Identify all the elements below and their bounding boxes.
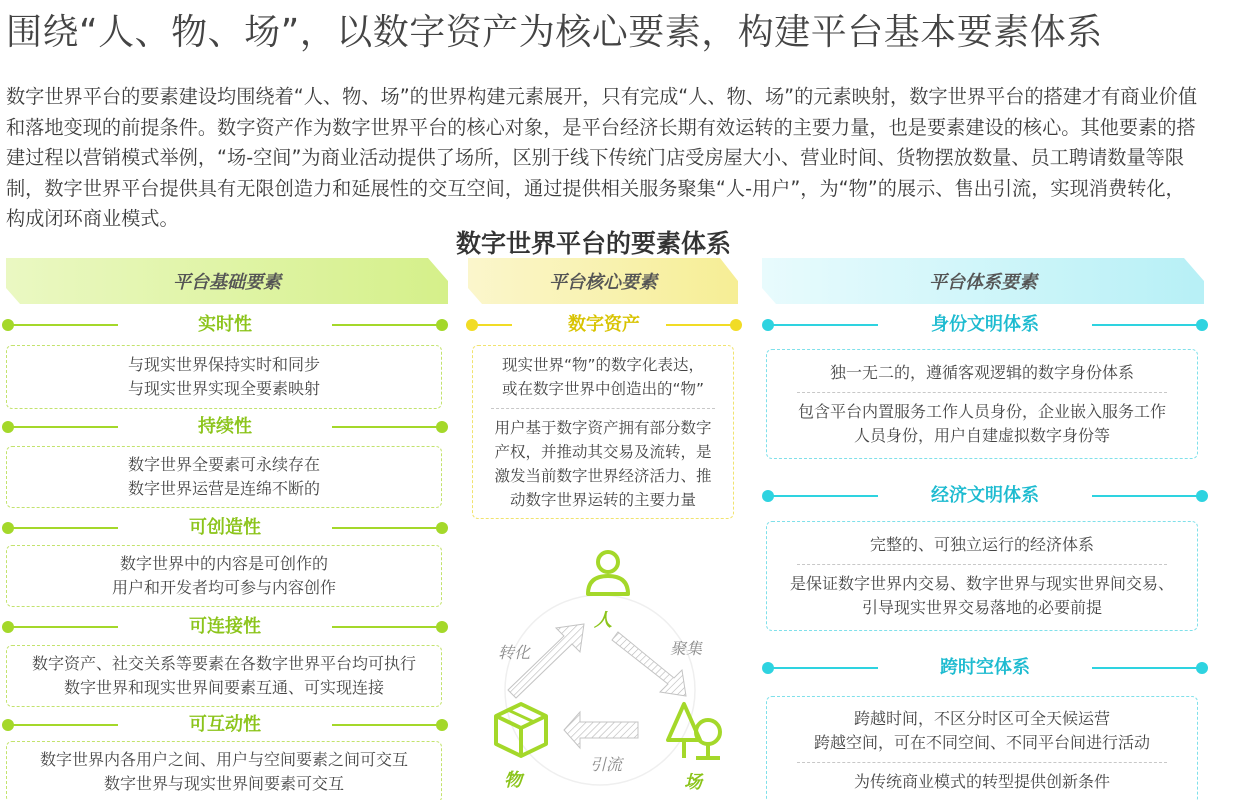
section-label: 身份文明体系 [931,314,1039,335]
box-line: 数字世界全要素可永续存在 [127,455,320,474]
section-label: 实时性 [198,314,252,335]
right-column-header [762,258,1204,304]
left-section-creativity-heading [2,516,448,540]
left-column-header [6,258,448,304]
box-divider [797,392,1167,393]
left-section-persistence-heading [2,415,448,439]
section-label: 持续性 [198,416,252,437]
middle-section-digital-assets-box [472,345,734,519]
section-label: 可连接性 [189,616,261,637]
box-line: 引导现实世界交易落地的必要前提 [861,597,1102,617]
box-line: 现实世界“物”的数字化表达， [501,355,705,374]
box-divider [491,408,715,409]
box-line: 数字资产、社交关系等要素在各数字世界平台均可执行 [31,654,416,673]
box-line: 动数字世界运转的主要力量 [509,490,696,509]
section-label: 数字资产 [568,314,640,335]
box-line: 数字世界中的内容是可创作的 [119,554,328,573]
right-section-economy-box [766,521,1198,631]
box-line: 跨越时间，不区分时区可全天候运营 [853,708,1110,728]
right-column-header-label: 平台体系要素 [929,272,1037,293]
middle-column-header [468,258,738,304]
left-section-connectivity-box [6,645,442,707]
right-section-economy-heading [762,484,1208,508]
middle-column-header-label: 平台核心要素 [549,272,657,293]
right-section-identity-box [766,349,1198,459]
flow-label-transform: 转化 [498,643,531,662]
box-divider [797,762,1167,763]
diagram-title: 数字世界平台的要素体系 [456,229,732,258]
middle-section-digital-assets-heading [466,313,742,337]
box-line: 用户基于数字资产拥有部分数字 [494,418,712,437]
box-line: 为传统商业模式的转型提供创新条件 [853,771,1110,791]
left-section-creativity-box [6,545,442,607]
box-line: 激发当前数字世界经济活力、推 [494,466,712,485]
box-line: 人员身份，用户自建虚拟数字身份等 [853,425,1110,445]
left-section-connectivity-heading [2,615,448,639]
box-line: 是保证数字世界内交易、数字世界与现实世界间交易、 [789,573,1174,593]
section-label: 可互动性 [189,714,261,735]
page-title: 围绕“人、物、场”，以数字资产为核心要素，构建平台基本要素体系 [6,12,1103,53]
tree-icon [666,700,726,760]
box-line: 用户和开发者均可参与内容创作 [111,578,336,597]
right-section-spacetime-box [766,696,1198,800]
box-line: 数字世界与现实世界间要素可交互 [103,774,344,793]
left-section-realtime-heading [2,313,448,337]
left-section-interactivity-heading [2,713,448,737]
box-line: 数字世界和现实世界间要素互通、可实现连接 [63,678,384,697]
box-line: 与现实世界实现全要素映射 [127,379,320,398]
flow-label-gather: 聚集 [670,639,703,658]
person-icon [584,548,632,598]
box-line: 数字世界运营是连绵不断的 [127,479,320,498]
right-section-identity-heading [762,313,1208,337]
intro-paragraph: 数字世界平台的要素建设均围绕着“人、物、场”的世界构建元素展开，只有完成“人、物、场”的元素映射，数字世界平台的搭建才有商业价值和落地变现的前提条件。数字资产作为数字世界平台的核心对象，是平台经济长期有效运转的主要力量，也是要素建设的核心。其他要素的搭建过程以营销模式举例，“场-空间”为商业活动提供了场所，区别于线下传统门店受房屋大小、营业时间、货物摆放数量、员工聘请数量等限制，数字世界平台提供具有无限创造力和延展性的交互空间，通过提供相关服务聚集“人-用户”，为“物”的展示、售出引流，实现消费转化，构成闭环商业模式。 [6,85,1198,230]
box-icon [492,700,550,758]
box-divider [797,564,1167,565]
left-column-header-label: 平台基础要素 [173,272,281,293]
left-section-interactivity-box [6,741,442,800]
node-label-person: 人 [594,610,612,631]
node-label-thing: 物 [504,770,522,791]
box-line: 完整的、可独立运行的经济体系 [869,534,1094,554]
box-line: 跨越空间，可在不同空间、不同平台间进行活动 [813,732,1150,752]
right-section-spacetime-heading [762,656,1208,680]
box-line: 包含平台内置服务工作人员身份，企业嵌入服务工作 [797,401,1166,421]
box-line: 或在数字世界中创造出的“物” [501,379,705,398]
left-section-persistence-box [6,446,442,508]
arrow-guide [564,712,638,748]
box-line: 数字世界内各用户之间、用户与空间要素之间可交互 [39,750,408,769]
flow-label-guide: 引流 [590,755,623,774]
left-section-realtime-box [6,345,442,409]
section-label: 经济文明体系 [931,485,1039,506]
box-line: 与现实世界保持实时和同步 [127,355,320,374]
node-label-place: 场 [684,772,702,793]
section-label: 跨时空体系 [940,657,1030,678]
box-line: 产权，并推动其交易及流转，是 [494,442,712,461]
section-label: 可创造性 [189,517,261,538]
box-line: 独一无二的，遵循客观逻辑的数字身份体系 [829,362,1134,382]
